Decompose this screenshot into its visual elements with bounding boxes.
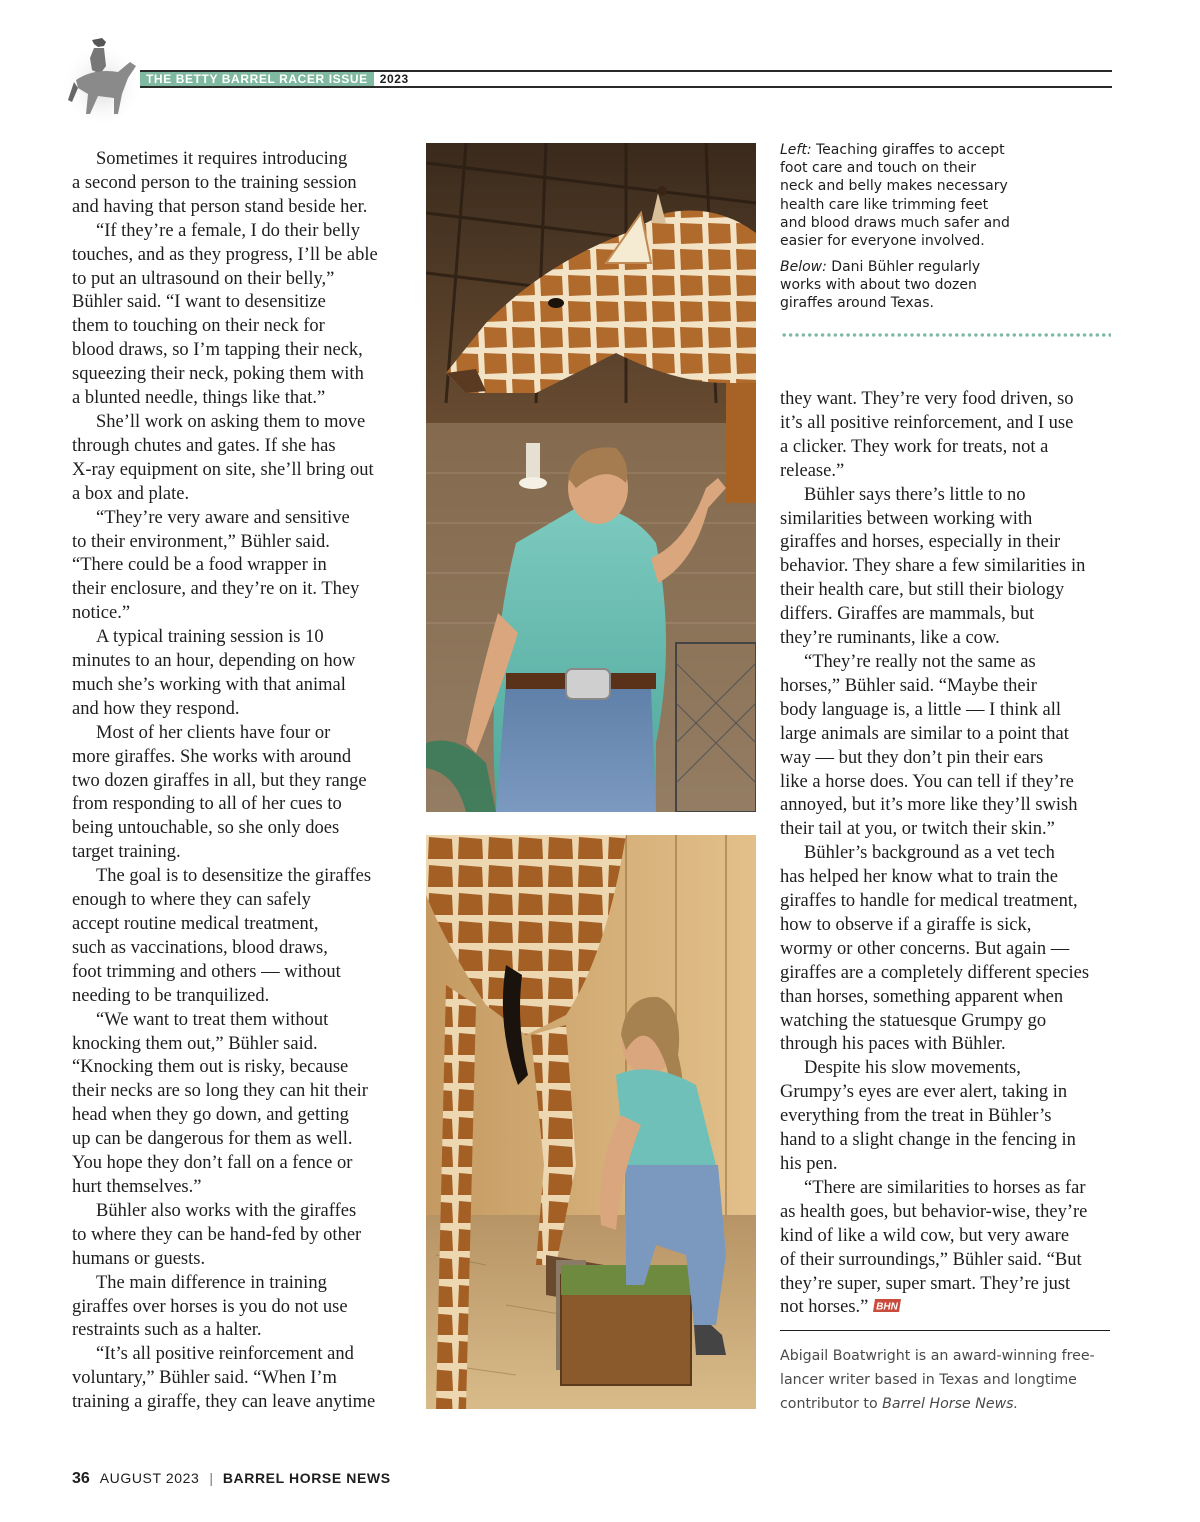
text-line: head when they go down, and getting <box>72 1105 349 1126</box>
text-line: a clicker. They work for treats, not a <box>780 436 1049 457</box>
text-line: “We want to treat them without <box>96 1009 329 1030</box>
caption-text: Dani Bühler regularly <box>826 259 981 275</box>
text-line: release.” <box>780 460 845 481</box>
text-line: blood draws, so I’m tapping their neck, <box>72 340 363 361</box>
text-line: they’re ruminants, like a cow. <box>780 628 1000 649</box>
text-line: differs. Giraffes are mammals, but <box>780 604 1035 625</box>
text-line: restraints such as a halter. <box>72 1320 262 1341</box>
text-line: up can be dangerous for them as well. <box>72 1129 353 1150</box>
text-line: A typical training session is 10 <box>96 627 324 648</box>
text-line: She’ll work on asking them to move <box>96 411 366 432</box>
text-line: giraffes to handle for medical treatment, <box>780 891 1078 912</box>
author-bio <box>780 1344 1115 1416</box>
text-line: Despite his slow movements, <box>804 1058 1021 1079</box>
text-line: much she’s working with that animal <box>72 674 346 695</box>
text-line: large animals are similar to a point that <box>780 723 1069 744</box>
text-line: their enclosure, and they’re on it. They <box>72 579 360 600</box>
text-line: Bühler says there’s little to no <box>804 484 1026 505</box>
caption-label: Left: <box>780 142 812 158</box>
issue-date: AUGUST 2023 <box>99 1470 200 1486</box>
text-line: minutes to an hour, depending on how <box>72 651 356 672</box>
caption-text: Teaching giraffes to accept <box>811 142 1005 158</box>
text-line: target training. <box>72 842 181 863</box>
issue-label: THE BETTY BARREL RACER ISSUE <box>140 72 374 86</box>
text-line: The goal is to desensitize the giraffes <box>96 866 372 887</box>
text-line: “It’s all positive reinforcement and <box>96 1344 354 1365</box>
text-line: way — but they don’t pin their ears <box>780 747 1044 768</box>
text-line: to their environment,” Bühler said. <box>72 531 330 552</box>
text-line: squeezing their neck, poking them with <box>72 364 364 385</box>
text-line: touches, and as they progress, I’ll be able <box>72 244 378 265</box>
text-line: as health goes, but behavior-wise, they’re <box>780 1201 1088 1222</box>
rider-on-horse-logo <box>64 22 144 122</box>
photo-caption-left <box>780 141 1110 250</box>
text-line: from responding to all of her cues to <box>72 794 342 815</box>
footer-separator: | <box>209 1470 213 1486</box>
bio-divider <box>780 1330 1110 1331</box>
page-footer <box>72 1470 391 1488</box>
page-number: 36 <box>72 1470 90 1487</box>
photo-giraffe-hoof-care <box>426 835 756 1409</box>
caption-text: health care like trimming feet <box>780 196 989 213</box>
text-line: notice.” <box>72 603 131 624</box>
text-line: watching the statuesque Grumpy go <box>780 1010 1047 1031</box>
text-line: has helped her know what to train the <box>780 867 1058 888</box>
text-line: “They’re very aware and sensitive <box>96 507 350 528</box>
right-text-column <box>780 388 1115 1321</box>
photo-giraffe-head-and-trainer <box>426 143 756 812</box>
text-line: voluntary,” Bühler said. “When I’m <box>72 1368 337 1389</box>
text-line: and having that person stand beside her. <box>72 196 368 217</box>
text-line: “There are similarities to horses as far <box>804 1177 1086 1198</box>
text-line: his pen. <box>780 1154 838 1174</box>
text-line: enough to where they can safely <box>72 890 311 911</box>
text-line: a blunted needle, things like that.” <box>72 388 326 409</box>
text-line: everything from the treat in Bühler’s <box>780 1106 1052 1127</box>
text-line: “There could be a food wrapper in <box>72 555 327 576</box>
caption-label: Below: <box>780 259 827 275</box>
text-line: how to observe if a giraffe is sick, <box>780 914 1032 935</box>
text-line: them to touching on their neck for <box>72 316 325 337</box>
bhn-end-mark-icon <box>872 1297 902 1321</box>
caption-text: foot care and touch on their <box>780 160 977 177</box>
text-line: their necks are so long they can hit their <box>72 1081 368 1102</box>
text-line: through chutes and gates. If she has <box>72 435 336 456</box>
text-line: not horses.” <box>780 1297 869 1318</box>
text-line: they want. They’re very food driven, so <box>780 389 1074 409</box>
text-line: Sometimes it requires introducing <box>96 149 348 169</box>
left-text-column <box>72 148 412 1415</box>
text-line: hurt themselves.” <box>72 1176 202 1197</box>
text-line: their health care, but still their biology <box>780 580 1065 601</box>
caption-text: works with about two dozen <box>780 277 977 294</box>
caption-text: giraffes around Texas. <box>780 295 934 312</box>
bio-line: lancer writer based in Texas and longtime <box>780 1372 1077 1388</box>
text-line: Bühler’s background as a vet tech <box>804 843 1055 864</box>
text-line: to put an ultrasound on their belly,” <box>72 268 335 289</box>
text-line: body language is, a little — I think all <box>780 699 1062 720</box>
text-line: than horses, something apparent when <box>780 986 1064 1007</box>
text-line: similarities between working with <box>780 508 1033 529</box>
issue-year: 2023 <box>374 72 415 86</box>
text-line: “They’re really not the same as <box>804 651 1036 672</box>
text-line: training a giraffe, they can leave anytime <box>72 1392 376 1413</box>
text-line: it’s all positive reinforcement, and I use <box>780 412 1074 433</box>
text-line: such as vaccinations, blood draws, <box>72 937 328 958</box>
text-line: You hope they don’t fall on a fence or <box>72 1153 353 1174</box>
text-line: of their surroundings,” Bühler said. “But <box>780 1249 1082 1270</box>
text-line: more giraffes. She works with around <box>72 746 352 767</box>
photo-caption-below <box>780 258 1110 313</box>
text-line: they’re super, super smart. They’re just <box>780 1273 1071 1294</box>
caption-text: and blood draws much safer and <box>780 214 1010 231</box>
text-line: annoyed, but it’s more like they’ll swish <box>780 795 1078 816</box>
text-line: foot trimming and others — without <box>72 961 341 982</box>
bio-line: contributor to <box>780 1396 883 1412</box>
caption-text: easier for everyone involved. <box>780 233 985 250</box>
text-line: hand to a slight change in the fencing in <box>780 1130 1076 1151</box>
text-line: like a horse does. You can tell if they’re <box>780 771 1074 792</box>
text-line: giraffes are a completely different species <box>780 962 1090 983</box>
svg-text:BHN: BHN <box>876 1301 899 1313</box>
caption-text: neck and belly makes necessary <box>780 178 1008 195</box>
text-line: two dozen giraffes in all, but they range <box>72 770 367 791</box>
text-line: Most of her clients have four or <box>96 722 331 743</box>
text-line: giraffes and horses, especially in their <box>780 532 1061 553</box>
text-line: Bühler said. “I want to desensitize <box>72 292 326 313</box>
text-line: and how they respond. <box>72 698 240 719</box>
text-line: a second person to the training session <box>72 172 357 193</box>
text-line: accept routine medical treatment, <box>72 914 319 934</box>
text-line: through his paces with Bühler. <box>780 1034 1006 1055</box>
text-line: Grumpy’s eyes are ever alert, taking in <box>780 1082 1068 1103</box>
header-rule-bottom <box>140 86 1112 88</box>
publication-name: Barrel Horse News. <box>882 1396 1019 1412</box>
text-line: Bühler also works with the giraffes <box>96 1200 357 1221</box>
text-line: X-ray equipment on site, she’ll bring out <box>72 459 374 480</box>
text-line: a box and plate. <box>72 483 190 504</box>
text-line: to where they can be hand-fed by other <box>72 1224 362 1245</box>
text-line: “If they’re a female, I do their belly <box>96 220 361 241</box>
text-line: wormy or other concerns. But again — <box>780 938 1070 959</box>
text-line: being untouchable, so she only does <box>72 818 340 839</box>
text-line: The main difference in training <box>96 1272 327 1293</box>
text-line: knocking them out,” Bühler said. <box>72 1033 318 1054</box>
text-line: their tail at you, or twitch their skin.” <box>780 819 1055 840</box>
text-line: behavior. They share a few similarities in <box>780 556 1086 577</box>
text-line: “Knocking them out is risky, because <box>72 1057 349 1078</box>
text-line: kind of like a wild cow, but very aware <box>780 1225 1070 1246</box>
magazine-name: BARREL HORSE NEWS <box>222 1470 391 1486</box>
text-line: horses,” Bühler said. “Maybe their <box>780 675 1037 696</box>
text-line: needing to be tranquilized. <box>72 985 270 1006</box>
issue-banner <box>140 72 415 86</box>
text-line: giraffes over horses is you do not use <box>72 1296 348 1317</box>
dotted-divider <box>781 333 1111 337</box>
bio-line: Abigail Boatwright is an award-winning free- <box>780 1348 1095 1364</box>
text-line: humans or guests. <box>72 1248 206 1269</box>
